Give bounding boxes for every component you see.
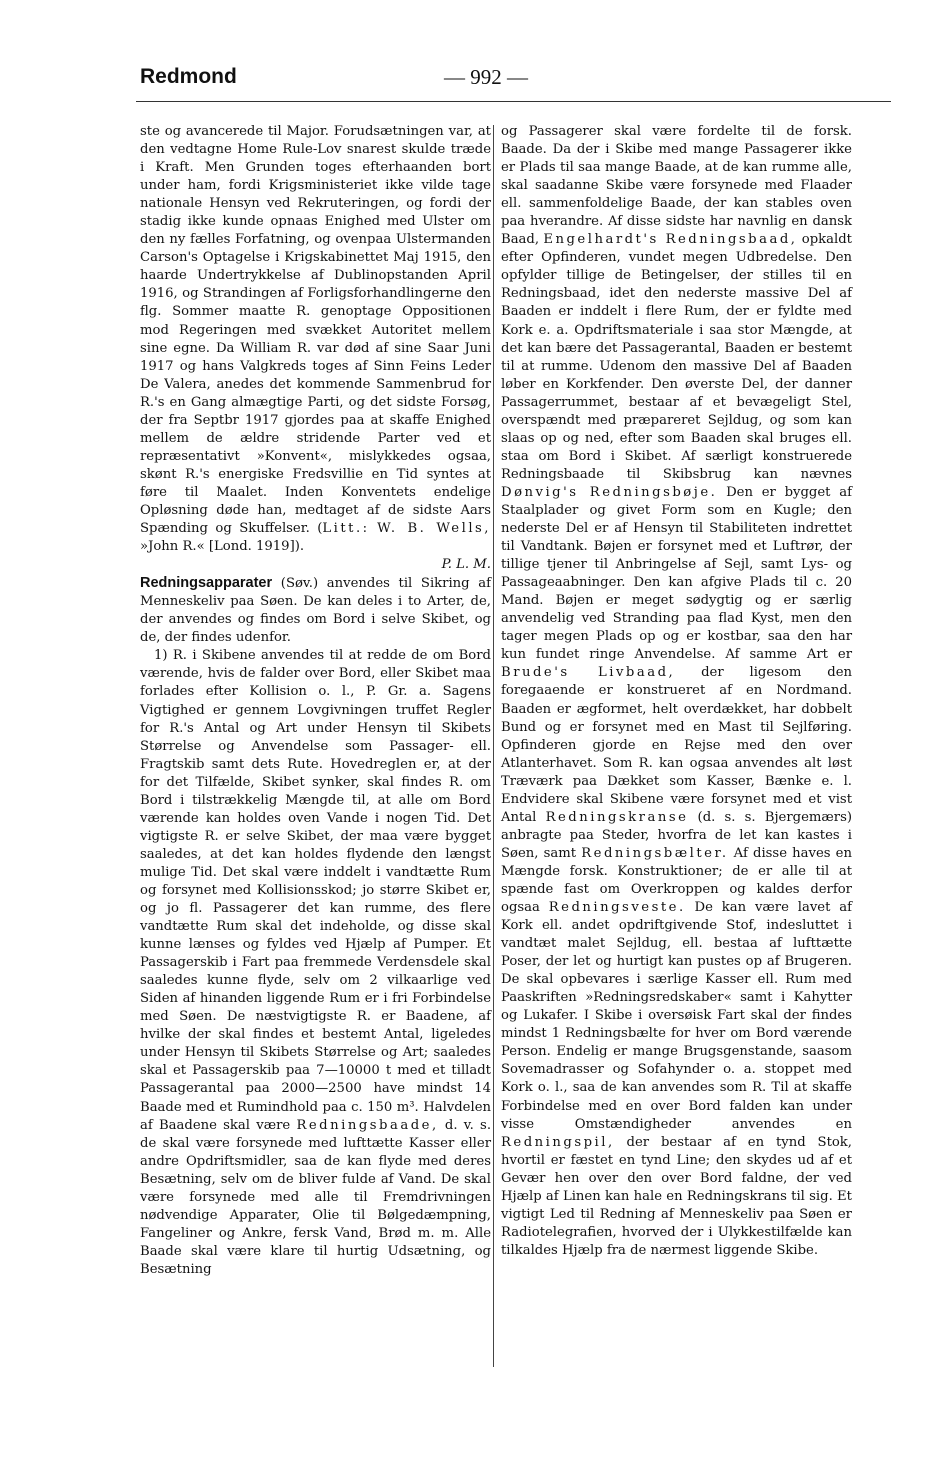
left-column (140, 123, 491, 1279)
literature-author: W. B. Wells, (377, 521, 491, 537)
term-redningsveste: Redningsveste. (548, 900, 686, 916)
right-text-5: (d. s. s. Bjergemærs) anbragte paa Steder, hvorfra de let kan kastes i Søen, samt (501, 809, 853, 861)
right-text-6: Af disse haves en Mængde forsk. Konstruktioner; de er alle til at spænde fast om Overkroppen og kaldes derfor ogsaa (501, 845, 852, 916)
column-divider (493, 125, 494, 1367)
term-redningsbaelter: Redningsbælter. (581, 845, 729, 861)
term-brude-livbaad: Brude's Livbaad, (501, 665, 676, 681)
literature-label: Litt.: (322, 521, 370, 537)
term-redningsbaade: Redningsbaade, (296, 1117, 439, 1133)
page-header (136, 60, 890, 98)
right-text-3: Den er bygget af Staalplader og givet Form som en Kugle; den nederste Del er af Hensyn til Stabiliteten indrettet til Vandtank. Bøjen er forsynet med et Luftrør, der tillige tjener til Anbringelse af Sejl, samt Lys- og Passageaabninger. Den kan afgive Plads til c. 20 Mand. Bøjen er meget sødygtig og er særlig anvendelig ved Stranding paa flad Kyst, men den tager megen Plads op og er kostbar, saa den har kun fundet ringe Anvendelse. Af samme Art er (501, 484, 852, 663)
author-signature: P. L. M. (441, 557, 491, 573)
right-text-8: der bestaar af en tynd Stok, hvortil er fæstet en tynd Line; den skydes ud af et Gevær hen over den over Bord faldne, der ved Hjælp af Linen kan hale en Redningskrans til sig. Et vigtigt Led til Redning af Menneskeliv paa Søen er Radiotelegrafien, hvorved der i Ulykkestilfælde kan tilkaldes Hjælp fra de nærmest liggende Skibe. (501, 1134, 852, 1258)
term-redningspil: Redningspil, (501, 1134, 615, 1150)
entry-headword: Redningsapparater (140, 575, 273, 592)
right-column (501, 123, 852, 1260)
redmond-continuation-paragraph (140, 123, 491, 574)
right-column-paragraph (501, 123, 852, 1260)
term-engelhardt-redningsbaad: Engelhardt's Redningsbaad, (543, 232, 798, 248)
ship-apparatus-paragraph (140, 647, 491, 1279)
ship-apparatus-text-cont: d. v. s. de skal være forsynede med lufttætte Kasser eller andre Opdriftsmidler, saa de kan flyde med deres Besætning, selv om de bliver fulde af Vand. De skal være forsynede med alle til Fremdrivningen nødvendige Apparater, Olie til Bølgedæmpning, Fangeliner og Ankre, fersk Vand, Brød m. m. Alle Baade skal være klare til hurtig Udsætning, og Besætning (140, 1117, 492, 1277)
right-text-1: og Passagerer skal være fordelte til de forsk. Baade. Da der i Skibe med mange Passagerer ikke er Plads til saa mange Baade, at de kan rumme alle, skal saadanne Skibe være forsynede med Flaader ell. sammenfoldelige Baade, der kan stables oven paa hverandre. Af disse sidste har navnlig en dansk Baad, (501, 124, 852, 248)
right-text-7: De kan være lavet af Kork ell. andet opdriftgivende Stof, indesluttet i vandtæt malet Sejldug, ell. bestaa af lufttætte Poser, der let og hurtigt kan pustes op af Brugeren. De skal opbevares i særlige Kasser ell. Rum med Paaskriften »Redningsredskaber« samt i Kahytter og Lukafer. I Skibe i oversøisk Fart skal der findes mindst 1 Redningsbælte for hver om Bord værende Person. Endelig er mange Brugsgenstande, saasom Sovemadrasser og Sofahynder o. a. stoppet med Kork o. l., saa de kan anvendes som R. Til at skaffe Forbindelse med en over Bord falden kan under visse Omstændigheder anvendes en (501, 900, 852, 1132)
term-donvig-redningsboje: Dønvig's Redningsbøje. (501, 484, 718, 500)
ship-apparatus-text: 1) R. i Skibene anvendes til at redde de om Bord værende, hvis de falder over Bord, eller Skibet maa forlades efter Kollision o. l., P. Gr. a. Sagens Vigtighed er gennem Lovgivningen truffet Regler for R.'s Antal og Art under Hensyn til Skibets Størrelse og Anvendelse som Passager- ell. Fragtskib samt dets Rute. Hovedreglen er, at der for det Tilfælde, Skibet synker, skal findes R. om Bord i tilstrækkelig Mængde til, at alle om Bord værende kan holdes oven Vande i nogen Tid. Det vigtigste R. er selve Skibet, der maa være bygget saaledes, at det kan holdes flydende den længst mulige Tid. Det skal være inddelt i vandtætte Rum og forsynet med Kollisionsskod; jo større Skibet er, og jo fl. Passagerer det kan rumme, des flere vandtætte Rum skal det indeholde, og disse skal kunne lænses og fyldes ved Hjælp af Pumper. Et Passagerskib i Fart paa fremmede Verdensdele skal saaledes kunne flyde, selv om 2 vilkaarlige ved Siden af hinanden liggende Rum er i fri Forbindelse med Søen. De næstvigtigste R. er Baadene, af hvilke der skal findes et bestemt Antal, ligeledes under Hensyn til Skibets Størrelse og Art; saaledes skal et Passagerskib paa 7—10000 t med et tilladt Passagerantal paa 2000—2500 have mindst 14 Baade med et Rumindhold paa c. 150 m³. Halvdelen af Baadene skal være (140, 648, 491, 1133)
header-rule (136, 101, 891, 102)
page-number: — 992 — (444, 65, 528, 89)
entry-intro-text: (Søv.) anvendes til Sikring af Menneskeliv paa Søen. De kan deles i to Arter, de, der anvendes og findes om Bord i selve Skibet, og de, der findes udenfor. (140, 576, 491, 646)
right-text-4: der ligesom den foregaaende er konstrueret af en Nordmand. Baaden er ægformet, helt overdækket, har dobbelt Bund og er forsynet med en Mast til Sejlføring. Opfinderen gjorde en Rejse med den over Atlanterhavet. Som R. kan ogsaa anvendes alt løst Træværk paa Dækket som Kasser, Bænke e. l. Endvidere skal Skibene være forsynet med et vist Antal (501, 665, 852, 825)
running-head-title: Redmond (140, 65, 237, 88)
literature-title: »John R.« [Lond. 1919]). (140, 539, 305, 555)
redningsapparater-intro-paragraph (140, 574, 491, 647)
redmond-text: ste og avancerede til Major. Forudsætningen var, at den vedtagne Home Rule-Lov snarest skulde træde i Kraft. Men Grunden toges efterhaanden bort under ham, fordi Krigsministeriet ikke vilde tage nationale Hensyn ved Rekruteringen, og fordi der stadig ikke kunde opnaas Enighed med Ulster om den ny fælles Forfatning, og ovenpaa Ulstermanden Carson's Optagelse i Krigskabinettet Maj 1915, den haarde Undertrykkelse af Dublinopstanden April 1916, og Strandingen af Forligsforhandlingerne den flg. Sommer maatte R. genoptage Oppositionen mod Regeringen med svækket Autoritet mellem sine egne. Da William R. var død af sine Saar Juni 1917 og hans Valgkreds toges af Sinn Feins Leder De Valera, anedes det kommende Sammenbrud for R.'s en Gang almægtige Parti, og det sidste Forsøg, der fra Septbr 1917 gjordes paa at skaffe Enighed mellem de ældre stridende Parter ved et repræsentativt »Konvent«, mislykkedes ogsaa, skønt R.'s energiske Fredsvillie en Tid syntes at føre til Maalet. Inden Konventets endelige Opløsning døde han, medtaget af de sidste Aars Spænding og Skuffelser. ( (140, 124, 491, 537)
right-text-2: opkaldt efter Opfinderen, vundet megen Udbredelse. Den opfylder tillige de Betingelser, der stilles til en Redningsbaad, idet den nederste massive Del af Baaden er inddelt i flere Rum, der er fyldte med Kork e. a. Opdriftsmateriale i saa stor Mængde, at det kan bære det Passagerantal, Baaden er bestemt til at rumme. Udenom den massive Del af Baaden løber en Korkfender. Den øverste Del, der danner Passagerrummet, bestaar af et bevægeligt Stel, overspændt med præpareret Sejldug, og som kan slaas op og ned, efter som Baaden skal bruges ell. staa om Bord i Skibet. Af særligt konstruerede Redningsbaade til Skibsbrug kan nævnes (501, 232, 852, 482)
term-redningskranse: Redningskranse (545, 809, 689, 825)
